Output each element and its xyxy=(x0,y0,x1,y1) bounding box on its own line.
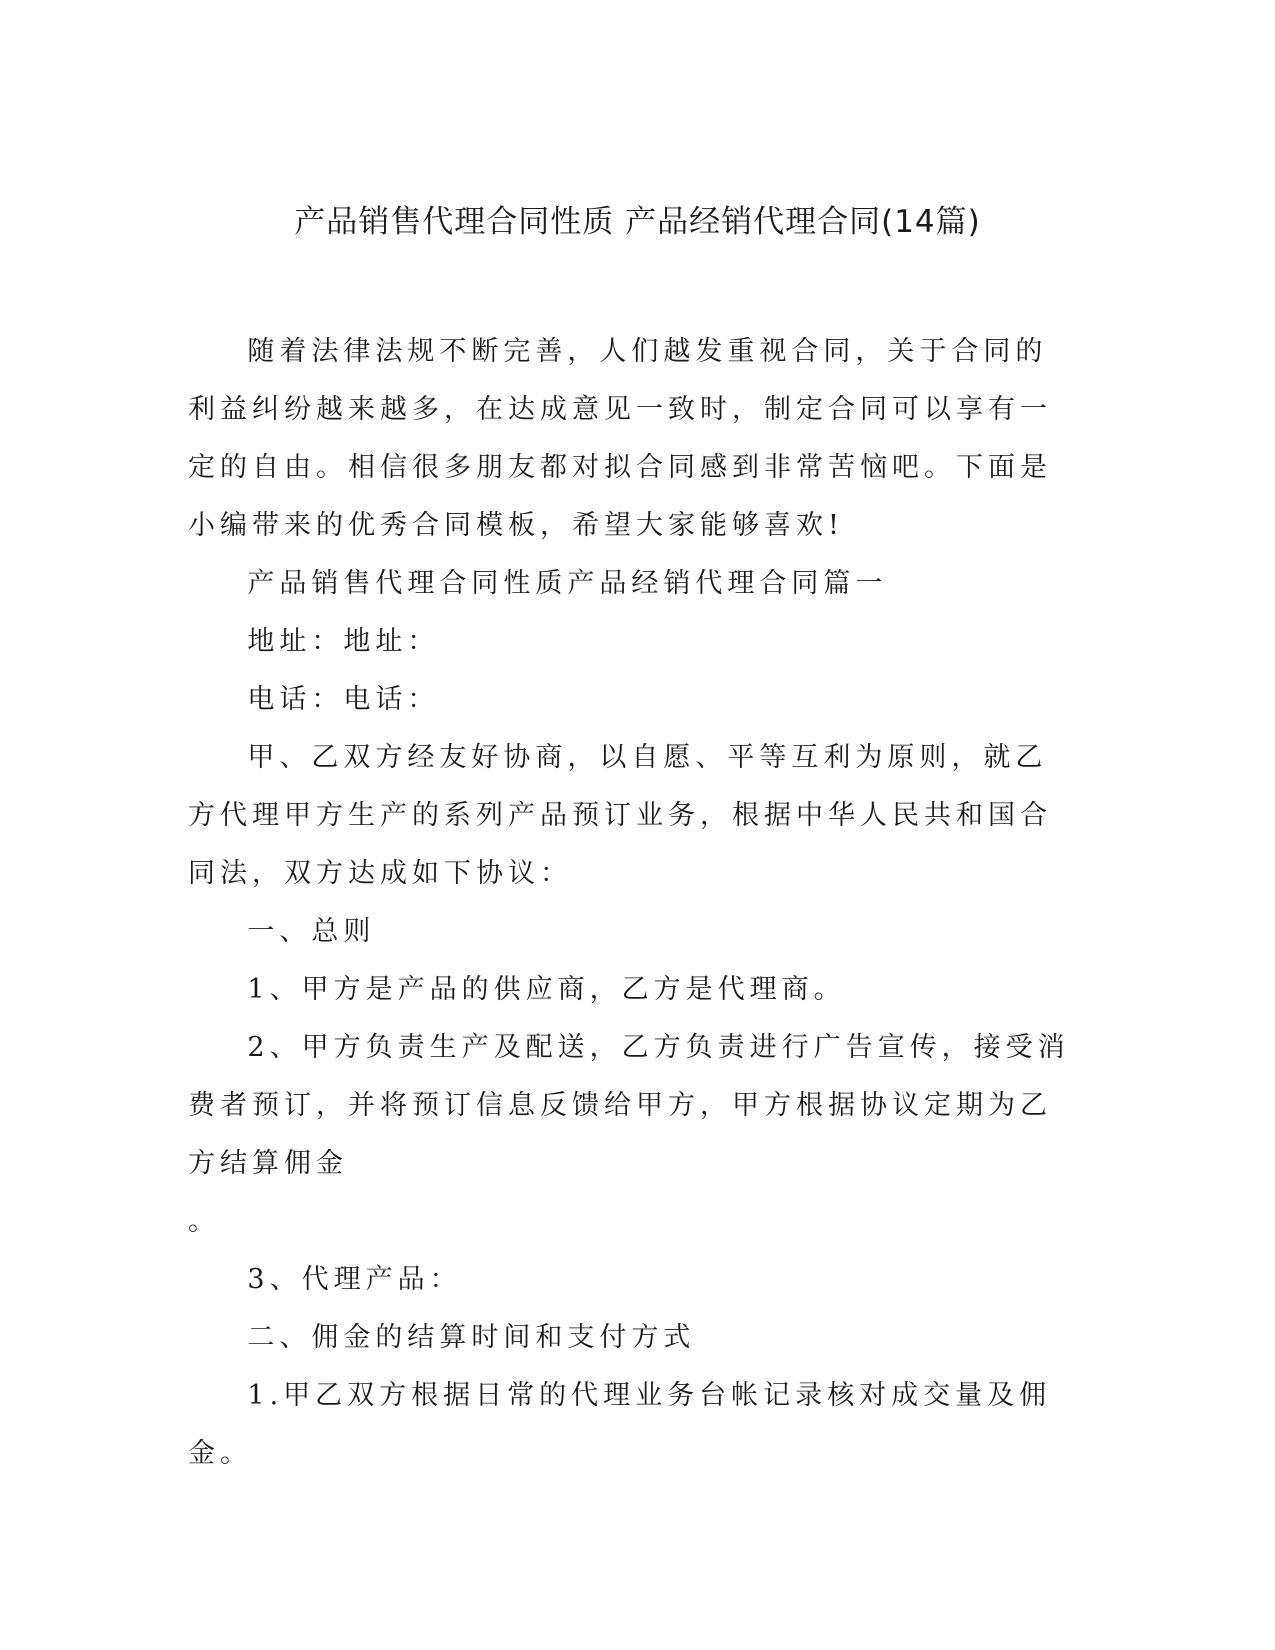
phone-line: 电话：电话： xyxy=(247,684,440,715)
address-line: 地址：地址： xyxy=(247,626,440,657)
clause-1: 1、甲方是产品的供应商，乙方是代理商。 xyxy=(247,974,846,1005)
section-heading-commission: 二、佣金的结算时间和支付方式 xyxy=(247,1322,696,1353)
section-heading-general: 一、总则 xyxy=(247,916,376,947)
commission-clause-1: 1.甲乙双方根据日常的代理业务台帐记录核对成交量及佣金。 xyxy=(188,1380,1052,1469)
clause-3: 3、代理产品： xyxy=(247,1264,462,1295)
intro-paragraph: 随着法律法规不断完善，人们越发重视合同，关于合同的利益纠纷越来越多，在达成意见一致时，制定合同可以享有一定的自由。相信很多朋友都对拟合同感到非常苦恼吧。下面是小编带来的优秀合同模板，希望大家能够喜欢! xyxy=(188,336,1052,541)
document-title: 产品销售代理合同性质 产品经销代理合同(14篇) xyxy=(294,204,981,240)
clause-2: 2、甲方负责生产及配送，乙方负责进行广告宣传，接受消费者预订，并将预订信息反馈给甲方，甲方根据协议定期为乙方结算佣金 xyxy=(188,1032,1070,1179)
clause-2-period: 。 xyxy=(188,1206,220,1237)
document-body xyxy=(188,323,1073,1483)
section-heading-article-one: 产品销售代理合同性质产品经销代理合同篇一 xyxy=(247,568,888,599)
agreement-preamble: 甲、乙双方经友好协商，以自愿、平等互利为原则，就乙方代理甲方生产的系列产品预订业务，根据中华人民共和国合同法，双方达成如下协议： xyxy=(188,742,1052,889)
